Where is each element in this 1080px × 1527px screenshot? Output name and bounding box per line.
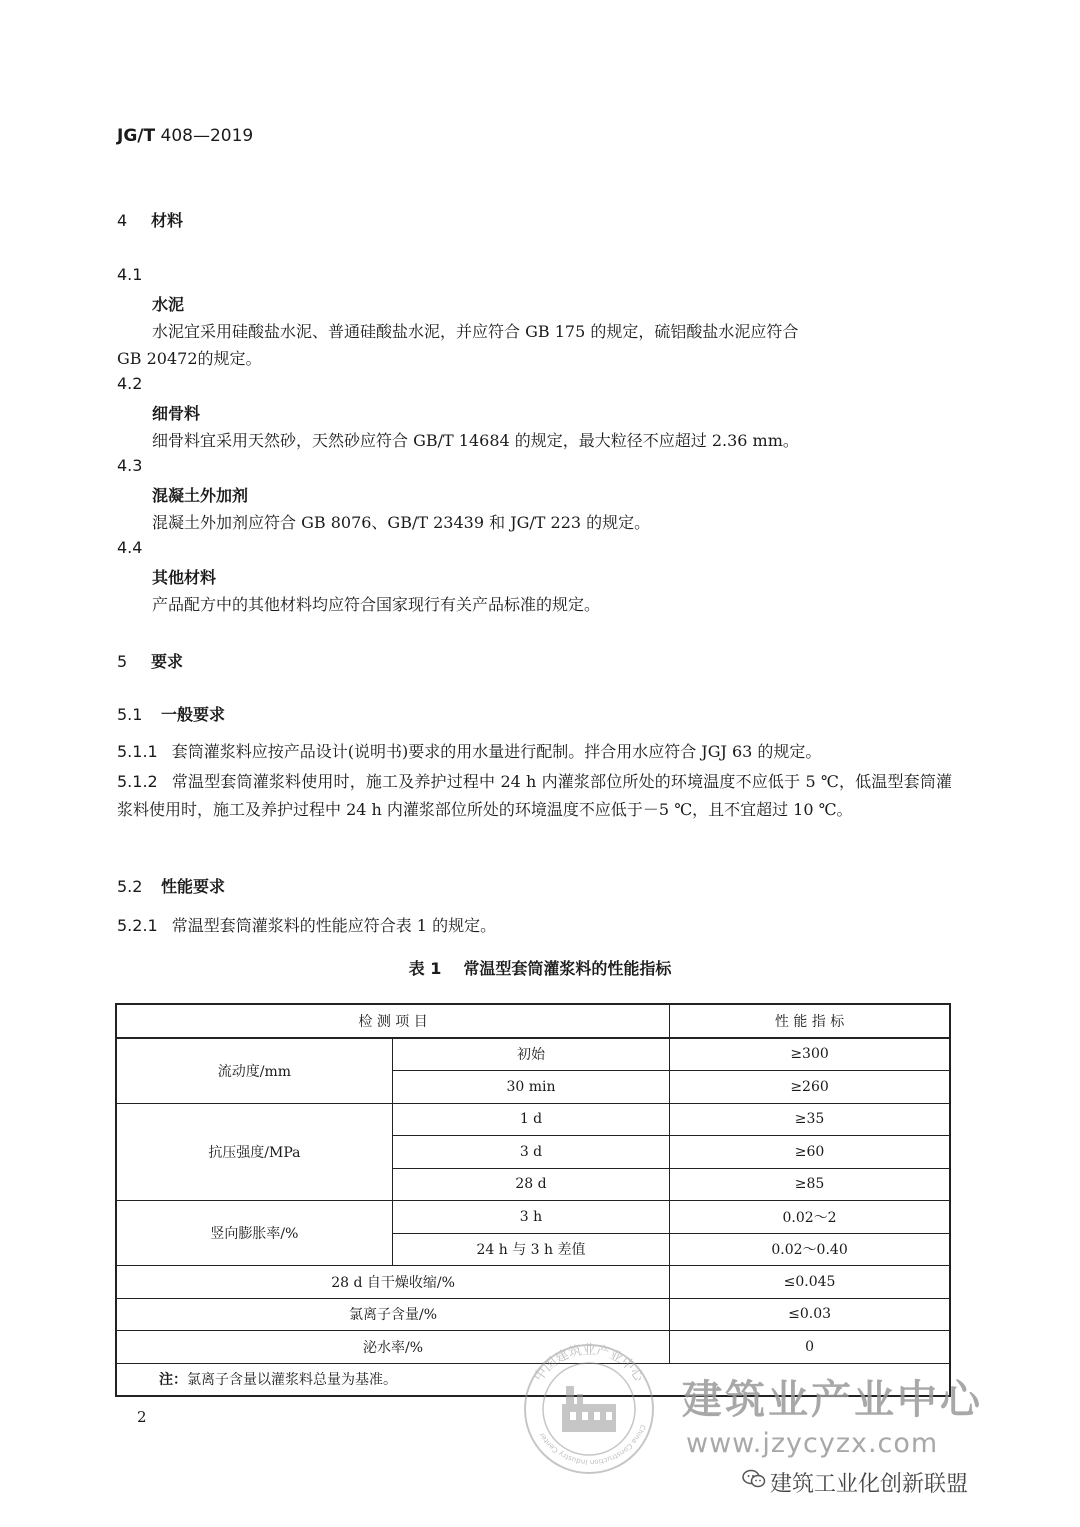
section-5-1-heading: 5.1 一般要求 [117, 705, 226, 724]
table-cell: 28 d 自干燥收缩/% [116, 1266, 670, 1299]
clause-4-3-number: 4.3 [117, 456, 143, 475]
row-label-fluidity: 流动度/mm [116, 1038, 392, 1104]
table-cell: 0.02～0.40 [670, 1233, 950, 1266]
standard-header: JG/T 408—2019 [117, 126, 254, 146]
clause-4-1-number: 4.1 [117, 265, 143, 284]
table-row [116, 1201, 950, 1234]
section-4-heading: 4 材料 [117, 211, 184, 230]
table-cell: ≤0.045 [670, 1266, 950, 1299]
table-cell: ≥60 [670, 1136, 950, 1169]
seal-subtext: China Construction Industry Center [537, 1423, 647, 1467]
table-cell: 初始 [392, 1038, 669, 1071]
table-cell: 30 min [392, 1071, 669, 1104]
table-row [116, 1038, 950, 1071]
table-cell: 泌水率/% [116, 1331, 670, 1364]
table-cell: 0.02～2 [670, 1201, 950, 1234]
watermark-seal-icon [522, 1342, 656, 1476]
section-5-2-heading: 5.2 性能要求 [117, 877, 226, 896]
table-cell: ≥35 [670, 1103, 950, 1136]
clause-4-4-text: 产品配方中的其他材料均应符合国家现行有关产品标准的规定。 [152, 595, 601, 614]
table-cell: ≥300 [670, 1038, 950, 1071]
table-cell: 0 [670, 1331, 950, 1364]
clause-4-1-text: 水泥宜采用硅酸盐水泥、普通硅酸盐水泥，并应符合 GB 175 的规定，硫铝酸盐水泥应符合 [152, 322, 799, 341]
table-row [116, 1266, 950, 1299]
table-cell: 24 h 与 3 h 差值 [392, 1233, 669, 1266]
table-note: 注：氯离子含量以灌浆料总量为基准。 [116, 1363, 950, 1396]
clause-5-2-1: 5.2.1 常温型套筒灌浆料的性能应符合表 1 的规定。 [117, 916, 497, 935]
table-header-row [116, 1004, 950, 1038]
table-cell: 3 d [392, 1136, 669, 1169]
row-label-expansion: 竖向膨胀率/% [116, 1201, 392, 1266]
clause-4-2-text: 细骨料宜采用天然砂，天然砂应符合 GB/T 14684 的规定，最大粒径不应超过 2.36 mm。 [152, 431, 799, 450]
table-cell: 28 d [392, 1168, 669, 1201]
table-cell: 1 d [392, 1103, 669, 1136]
table-cell: 氯离子含量/% [116, 1298, 670, 1331]
svg-text:中国建筑业产业中心 [531, 1342, 647, 1385]
col-header-item: 检 测 项 目 [116, 1004, 670, 1038]
table-cell: 3 h [392, 1201, 669, 1234]
clause-4-1-term: 水泥 [152, 295, 185, 314]
table-row [116, 1103, 950, 1136]
table-cell: ≥260 [670, 1071, 950, 1104]
clause-4-4-term: 其他材料 [152, 568, 217, 587]
clause-5-1-1: 5.1.1 套筒灌浆料应按产品设计(说明书)要求的用水量进行配制。拌合用水应符合 JGJ 63 的规定。 [117, 742, 822, 761]
table-row [116, 1298, 950, 1331]
seal-text: 中国建筑业产业中心 [531, 1343, 647, 1385]
clause-4-3-term: 混凝土外加剂 [152, 486, 249, 505]
performance-table [115, 1003, 951, 1397]
table-cell: ≥85 [670, 1168, 950, 1201]
clause-4-2-number: 4.2 [117, 374, 143, 393]
row-label-strength: 抗压强度/MPa [116, 1103, 392, 1201]
watermark-title: 建筑业产业中心 [682, 1377, 983, 1423]
clause-5-1-2: 5.1.2 常温型套筒灌浆料使用时，施工及养护过程中 24 h 内灌浆部位所处的环境温度不应低于 5 ℃，低温型套筒灌浆料使用时，施工及养护过程中 24 h 内灌浆部位所处的环境温度不应低于－5 ℃，且不宜超过 10 ℃。 [117, 772, 952, 819]
table-cell: ≤0.03 [670, 1298, 950, 1331]
table-caption: 表 1 常温型套筒灌浆料的性能指标 [408, 959, 672, 978]
watermark-url: www.jzycyzx.com [686, 1428, 939, 1459]
clause-4-3-text: 混凝土外加剂应符合 GB 8076、GB/T 23439 和 JG/T 223 的规定。 [152, 513, 651, 532]
wechat-account-name: 建筑工业化创新联盟 [770, 1472, 969, 1497]
wechat-icon [742, 1468, 766, 1490]
col-header-index: 性 能 指 标 [670, 1004, 950, 1038]
clause-4-2-term: 细骨料 [152, 404, 201, 423]
clause-4-1-text-cont: GB 20472的规定。 [117, 349, 262, 368]
page-number: 2 [137, 1408, 147, 1426]
section-5-heading: 5 要求 [117, 652, 184, 671]
clause-4-4-number: 4.4 [117, 538, 143, 557]
